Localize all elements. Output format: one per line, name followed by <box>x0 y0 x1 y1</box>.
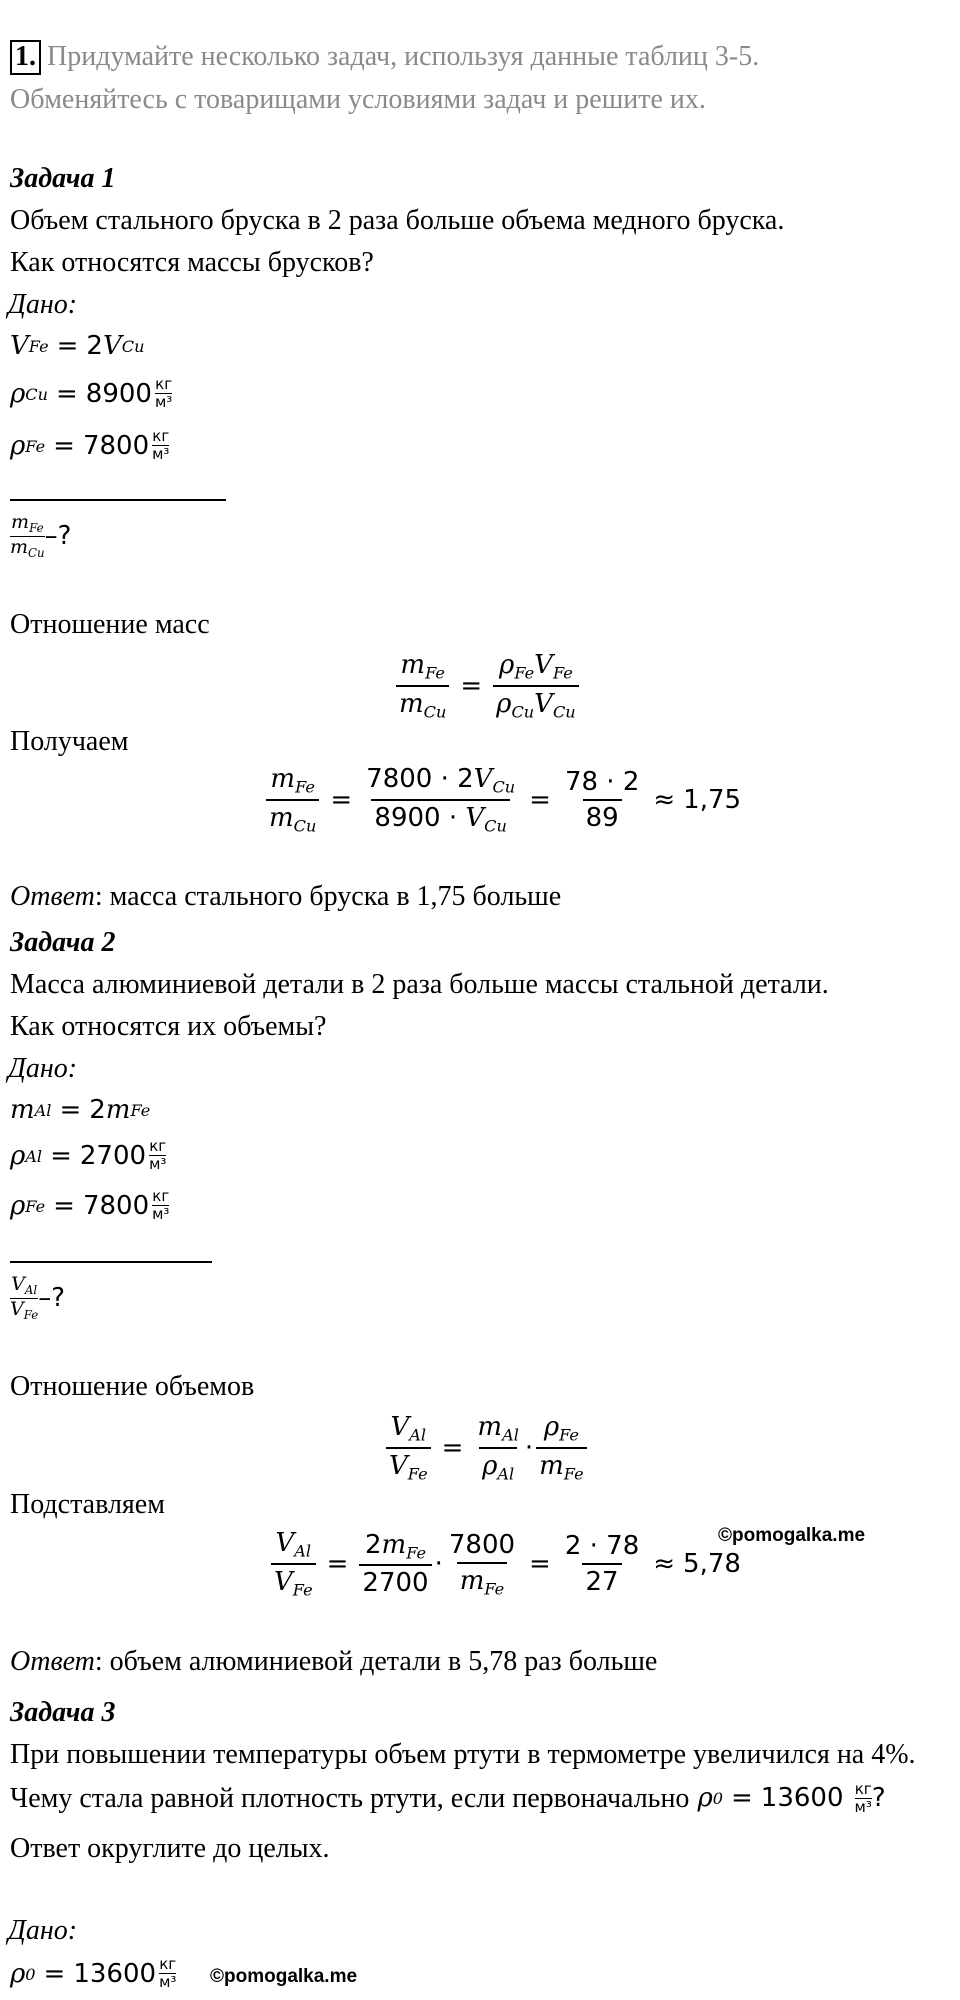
task2-title: Задача 2 <box>10 927 116 958</box>
intro-line-1: 1. Придумайте несколько задач, используя данные таблиц 3-5. <box>10 40 759 75</box>
task3-statement-line3: Ответ округлите до целых. <box>10 1833 330 1864</box>
task1-given-density-fe: ρ Fe = 7800 кг м³ <box>10 427 170 463</box>
watermark-bottom: ©pomogalka.me <box>210 1966 358 1987</box>
task2-find: $V_{Al}$ $V_{Fe}$ –? <box>10 1273 66 1322</box>
task1-find: $m_{Fe}$ $m_{Cu}$ –? <box>10 511 72 560</box>
intro-line-2: Обменяйтесь с товарищами условиями задач и решите их. <box>10 84 706 115</box>
task1-given-density-cu: ρ Cu = 8900 кг м³ <box>10 375 173 411</box>
task1-statement-line1: Объем стального бруска в 2 раза больше объема медного бруска. <box>10 205 785 236</box>
task2-answer: Ответ: объем алюминиевой детали в 5,78 раз больше <box>10 1646 658 1677</box>
task3-initial-density-inline: ρ 0 = 13600 кг м³ ? <box>697 1780 886 1816</box>
task2-statement-line2: Как относятся их объемы? <box>10 1011 327 1042</box>
task1-given-label: Дано: <box>8 289 78 320</box>
task2-volume-ratio-formula: $\frac{V_{Al}}{V_{Fe}}$ = $\frac{m_{Al}}{\rho_{Al}}$ · $\frac{\rho_{Fe}}{m_{Fe}}$ <box>383 1408 590 1488</box>
task1-title: Задача 1 <box>10 163 116 194</box>
task2-given-density-al: ρ Al = 2700 кг м³ <box>10 1137 167 1173</box>
task3-statement-line1: При повышении температуры объем ртути в термометре увеличился на 4%. <box>10 1739 916 1770</box>
task3-given-initial-density: ρ 0 = 13600 кг м³ <box>10 1955 177 1991</box>
watermark: ©pomogalka.me <box>718 1525 866 1546</box>
task2-substitute-text: Подставляем <box>10 1489 165 1520</box>
task3-statement-line2: Чему стала равной плотность ртути, если первоначально ρ 0 = 13600 кг м³ ? <box>10 1780 886 1816</box>
exercise-number: 1. <box>10 40 41 75</box>
task2-calculation-formula: $\frac{V_{Al}}{V_{Fe}}$ = $\frac{2m_{Fe}}{2700}$ · $\frac{7800}{m_{Fe}}$ = $\frac{2 \cdot 78}{27}$ ≈ 5,78 <box>268 1524 741 1604</box>
task1-given-divider <box>10 499 226 501</box>
task1-calculation-formula: $\frac{m_{Fe}}{m_{Cu}}$ = $\frac{7800 \cdot 2V_{Cu}}{8900 \cdot V_{Cu}}$ = $\frac{78 \cdot 2}{89}$ ≈ 1,75 <box>263 760 741 840</box>
task2-statement-line1: Масса алюминиевой детали в 2 раза больше массы стальной детали. <box>10 969 829 1000</box>
task3-title: Задача 3 <box>10 1697 116 1728</box>
task2-given-mass-relation: m Al = 2 m Fe <box>10 1095 151 1125</box>
task2-relation-text: Отношение объемов <box>10 1371 255 1402</box>
task2-given-divider <box>10 1261 212 1263</box>
task1-relation-text: Отношение масс <box>10 609 210 640</box>
task1-result-text: Получаем <box>10 726 129 757</box>
task3-given-label: Дано: <box>8 1915 78 1946</box>
task1-mass-ratio-formula: $\frac{m_{Fe}}{m_{Cu}}$ = $\frac{\rho_{Fe}V_{Fe}}{\rho_{Cu}V_{Cu}}$ <box>393 648 582 724</box>
task2-given-label: Дано: <box>8 1053 78 1084</box>
task1-answer: Ответ: масса стального бруска в 1,75 больше <box>10 881 562 912</box>
task2-given-density-fe: ρ Fe = 7800 кг м³ <box>10 1187 170 1223</box>
task1-given-volume-relation: V Fe = 2 V Cu <box>10 331 145 361</box>
task1-statement-line2: Как относятся массы брусков? <box>10 247 374 278</box>
